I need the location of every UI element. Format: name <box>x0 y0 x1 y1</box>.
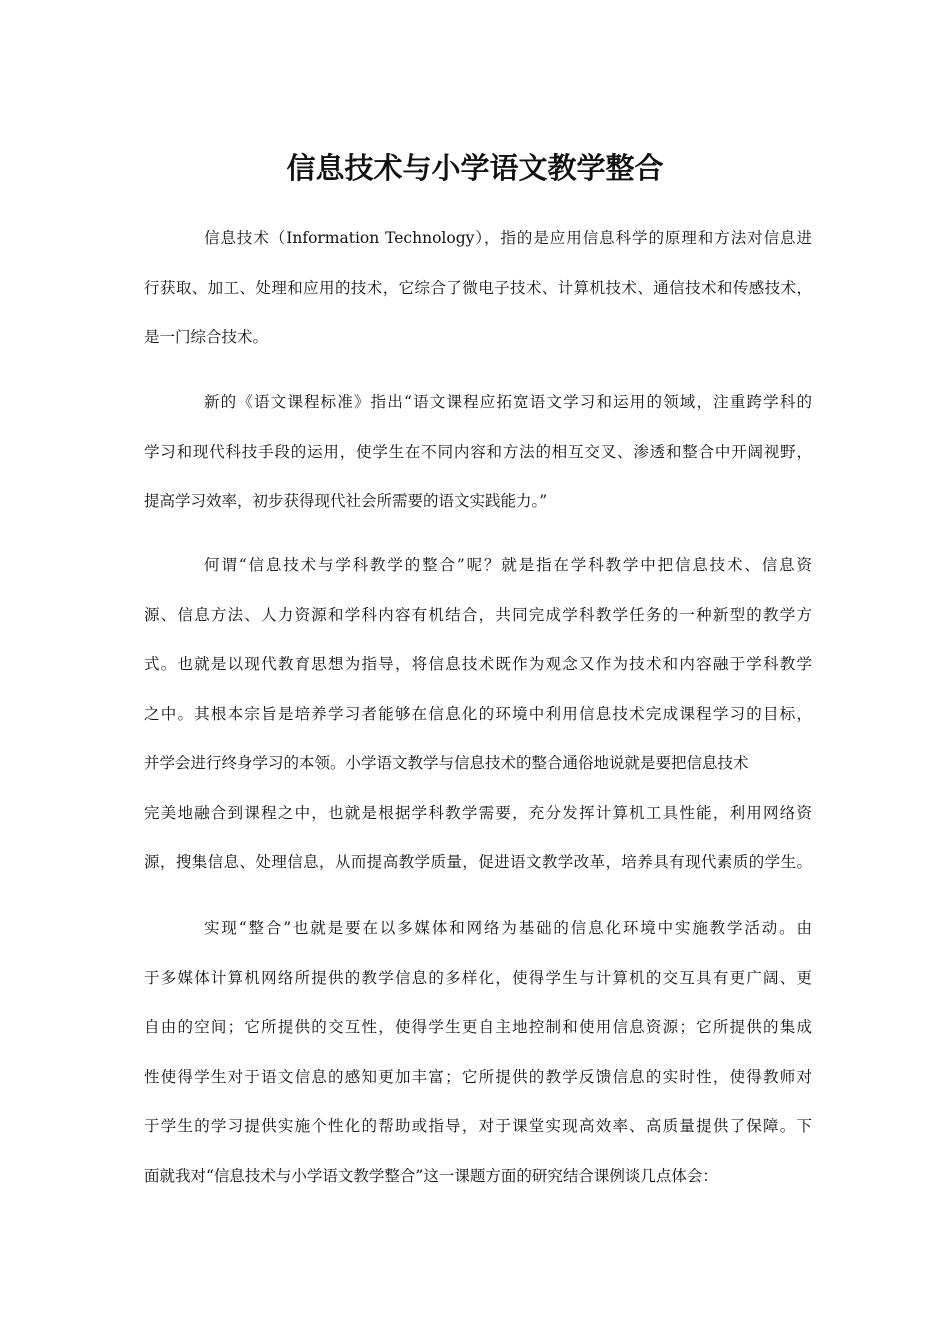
paragraph-line: 并学会进行终身学习的本领。小学语文教学与信息技术的整合通俗地说就是要把信息技术 <box>144 754 749 772</box>
paragraph-3 <box>144 541 812 888</box>
paragraph-line: 源，搜集信息、处理信息，从而提高教学质量，促进语文教学改革，培养具有现代素质的学生。 <box>144 853 812 871</box>
paragraph-line: 式。也就是以现代教育思想为指导，将信息技术既作为观念又作为技术和内容融于学科教学 <box>144 655 812 673</box>
paragraph-line: 是一门综合技术。 <box>144 328 269 346</box>
paragraph-line: 完美地融合到课程之中，也就是根据学科教学需要，充分发挥计算机工具性能，利用网络资 <box>144 803 812 822</box>
paragraph-line: 性使得学生对于语文信息的感知更加丰富；它所提供的教学反馈信息的实时性，使得教师对 <box>144 1067 812 1086</box>
paragraph-line: 于学生的学习提供实施个性化的帮助或指导，对于课堂实现高效率、高质量提供了保障。下 <box>144 1117 812 1135</box>
paragraph-1 <box>144 214 812 363</box>
paragraph-line: 何谓“信息技术与学科教学的整合”呢？就是指在学科教学中把信息技术、信息资 <box>204 556 812 574</box>
paragraph-line: 实现“整合”也就是要在以多媒体和网络为基础的信息化环境中实施教学活动。由 <box>204 919 812 937</box>
paragraph-line: 自由的空间；它所提供的交互性，使得学生更自主地控制和使用信息资源；它所提供的集成 <box>144 1018 812 1036</box>
paragraph-line: 源、信息方法、人力资源和学科内容有机结合，共同完成学科教学任务的一种新型的教学方 <box>144 605 812 624</box>
paragraph-line: 信息技术（Information Technology），指的是应用信息科学的原理和方法对信息进 <box>204 229 812 247</box>
paragraph-line: 提高学习效率，初步获得现代社会所需要的语文实践能力。” <box>144 492 548 510</box>
paragraph-line: 之中。其根本宗旨是培养学习者能够在信息化的环境中利用信息技术完成课程学习的目标， <box>144 704 812 723</box>
paragraph-line: 面就我对“信息技术与小学语文教学整合”这一课题方面的研究结合课例谈几点体会： <box>144 1166 718 1185</box>
paragraph-line: 行获取、加工、处理和应用的技术，它综合了微电子技术、计算机技术、通信技术和传感技术， <box>144 278 812 297</box>
document-title: 信息技术与小学语文教学整合 <box>286 151 664 185</box>
paragraph-line: 学习和现代科技手段的运用，使学生在不同内容和方法的相互交叉、渗透和整合中开阔视野， <box>144 442 812 461</box>
paragraph-4 <box>144 904 812 1201</box>
paragraph-2 <box>144 378 812 527</box>
paragraph-line: 于多媒体计算机网络所提供的教学信息的多样化，使得学生与计算机的交互具有更广阔、更 <box>144 968 812 987</box>
paragraph-line: 新的《语文课程标准》指出“语文课程应拓宽语文学习和运用的领域，注重跨学科的 <box>204 393 812 411</box>
